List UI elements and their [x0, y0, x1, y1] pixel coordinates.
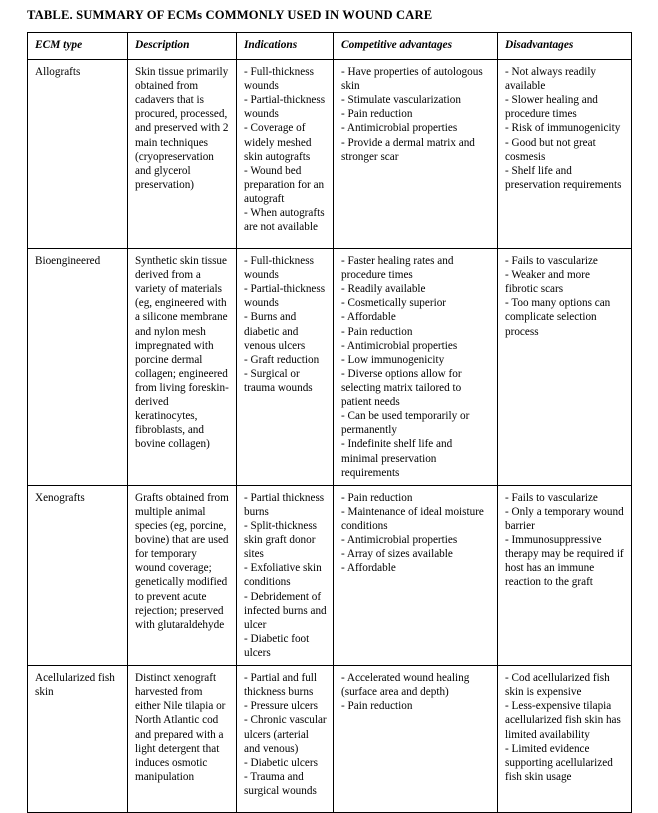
list-item: - Fails to vascularize [505, 255, 598, 267]
table-row [28, 60, 632, 249]
ecm-type-text: Xenografts [35, 491, 85, 504]
list-item: - Chronic vascular ulcers (arterial and venous) [244, 714, 327, 755]
cell-description [128, 666, 237, 813]
indications-list [244, 491, 327, 660]
indications-list [244, 671, 327, 798]
column-header-competitive-advantages: Competitive advantages [334, 33, 498, 60]
list-item: - Not always readily available [505, 66, 597, 93]
ecm-summary-table [27, 32, 632, 813]
list-item: - Debridement of infected burns and ulcer [244, 590, 327, 631]
cell-disadvantages [498, 666, 632, 813]
list-item: - Diabetic foot ulcers [244, 632, 310, 659]
list-item: - Only a temporary wound barrier [505, 505, 624, 532]
cell-disadvantages [498, 485, 632, 665]
competitive-advantages-list [341, 491, 491, 576]
list-item: - Weaker and more fibrotic scars [505, 269, 590, 296]
ecm-summary-table-container [27, 32, 631, 813]
description-text: Grafts obtained from multiple animal species (eg, porcine, bovine) that are used for temporary wound coverage; genetically modified to prevent acute rejection; preserved with glutaraldehyde [135, 491, 232, 631]
table-row [28, 485, 632, 665]
ecm-type-text: Acellularized fish skin [35, 672, 118, 699]
ecm-type-text: Bioengineered [35, 255, 101, 267]
cell-ecm-type [28, 60, 128, 249]
cell-competitive-advantages [334, 666, 498, 813]
cell-indications [237, 60, 334, 249]
list-item: - Pain reduction [341, 108, 413, 121]
list-item: - Partial and full thickness burns [244, 672, 318, 699]
list-item: - Limited evidence supporting acellularized fish skin usage [505, 742, 613, 783]
list-item: - Have properties of autologous skin [341, 66, 483, 93]
list-item: - Slower healing and procedure times [505, 94, 598, 121]
cell-competitive-advantages [334, 60, 498, 249]
list-item: - Wound bed preparation for an autograft [244, 164, 325, 205]
list-item: - Full-thickness wounds [244, 255, 314, 282]
list-item: - Stimulate vascularization [341, 94, 461, 107]
disadvantages-list [505, 671, 625, 784]
list-item: - Affordable [341, 311, 396, 324]
cell-description [128, 249, 237, 486]
list-item: - Fails to vascularize [505, 491, 598, 504]
list-item: - Good but not great cosmesis [505, 136, 596, 163]
list-item: - Diverse options allow for selecting matrix tailored to patient needs [341, 367, 462, 409]
list-item: - When autografts are not available [244, 207, 325, 234]
list-item: - Accelerated wound healing (surface area and depth) [341, 672, 470, 699]
competitive-advantages-list [341, 65, 491, 164]
list-item: - Pressure ulcers [244, 700, 318, 713]
page-title: TABLE. SUMMARY OF ECMs COMMONLY USED IN WOUND CARE [27, 8, 433, 22]
list-item: - Exfoliative skin conditions [244, 562, 322, 589]
cell-indications [237, 666, 334, 813]
indications-list [244, 65, 327, 234]
list-item: - Indefinite shelf life and minimal preservation requirements [341, 438, 453, 479]
disadvantages-list [505, 491, 625, 590]
list-item: - Partial-thickness wounds [244, 94, 326, 121]
list-item: - Surgical or trauma wounds [244, 367, 313, 394]
cell-ecm-type [28, 666, 128, 813]
description-text: Distinct xenograft harvested from either Nile tilapia or North Atlantic cod and prepared with a light detergent that induces osmotic manipulation [135, 672, 229, 783]
competitive-advantages-list [341, 254, 491, 480]
list-item: - Graft reduction [244, 353, 320, 366]
list-item: - Cod acellularized fish skin is expensive [505, 672, 610, 699]
list-item: - Maintenance of ideal moisture conditions [341, 505, 484, 532]
cell-competitive-advantages [334, 485, 498, 665]
description-text: Synthetic skin tissue derived from a variety of materials (eg, engineered with a silicone membrane and nylon mesh impregnated with porcine dermal collagen; engineered from living foreskin-derived keratinocytes, fibroblasts, and bovine collagen) [135, 255, 231, 451]
list-item: - Cosmetically superior [341, 297, 447, 310]
list-item: - Full-thickness wounds [244, 66, 314, 93]
cell-ecm-type [28, 249, 128, 486]
table-header [28, 33, 632, 60]
list-item: - Antimicrobial properties [341, 534, 458, 547]
disadvantages-list [505, 65, 625, 192]
cell-description [128, 60, 237, 249]
list-item: - Risk of immunogenicity [505, 122, 621, 135]
disadvantages-list [505, 254, 625, 339]
list-item: - Affordable [341, 562, 396, 575]
list-item: - Partial thickness burns [244, 491, 325, 518]
list-item: - Coverage of widely meshed skin autografts [244, 122, 312, 163]
cell-indications [237, 249, 334, 486]
list-item: - Partial-thickness wounds [244, 283, 326, 310]
cell-indications [237, 485, 334, 665]
table-header-row [28, 33, 632, 60]
cell-ecm-type [28, 485, 128, 665]
column-header-description: Description [128, 33, 237, 60]
table-row [28, 666, 632, 813]
list-item: - Immunosuppressive therapy may be required if host has an immune reaction to the graft [505, 534, 624, 589]
list-item: - Antimicrobial properties [341, 339, 458, 352]
list-item: - Trauma and surgical wounds [244, 770, 317, 797]
list-item: - Pain reduction [341, 491, 413, 504]
list-item: - Can be used temporarily or permanently [341, 410, 470, 437]
description-text: Skin tissue primarily obtained from cadavers that is procured, processed, and preserved with 2 main techniques (cryopreservation and glycerol preservation) [135, 66, 232, 191]
table-row [28, 249, 632, 486]
cell-competitive-advantages [334, 249, 498, 486]
list-item: - Pain reduction [341, 325, 413, 338]
list-item: - Faster healing rates and procedure times [341, 255, 454, 282]
list-item: - Split-thickness skin graft donor sites [244, 519, 318, 561]
table-body [28, 60, 632, 813]
list-item: - Burns and diabetic and venous ulcers [244, 311, 306, 352]
list-item: - Low immunogenicity [341, 353, 445, 366]
list-item: - Provide a dermal matrix and stronger scar [341, 136, 475, 163]
indications-list [244, 254, 327, 395]
list-item: - Readily available [341, 283, 426, 296]
list-item: - Array of sizes available [341, 548, 453, 561]
cell-description [128, 485, 237, 665]
cell-disadvantages [498, 249, 632, 486]
ecm-type-text: Allografts [35, 66, 81, 78]
column-header-indications: Indications [237, 33, 334, 60]
list-item: - Shelf life and preservation requirements [505, 164, 622, 191]
column-header-ecm-type: ECM type [28, 33, 128, 60]
list-item: - Pain reduction [341, 700, 413, 713]
list-item: - Less-expensive tilapia acellularized fish skin has limited availability [505, 700, 621, 741]
list-item: - Diabetic ulcers [244, 756, 318, 769]
cell-disadvantages [498, 60, 632, 249]
column-header-disadvantages: Disadvantages [498, 33, 632, 60]
list-item: - Antimicrobial properties [341, 122, 458, 135]
competitive-advantages-list [341, 671, 491, 713]
list-item: - Too many options can complicate selection process [505, 297, 611, 338]
